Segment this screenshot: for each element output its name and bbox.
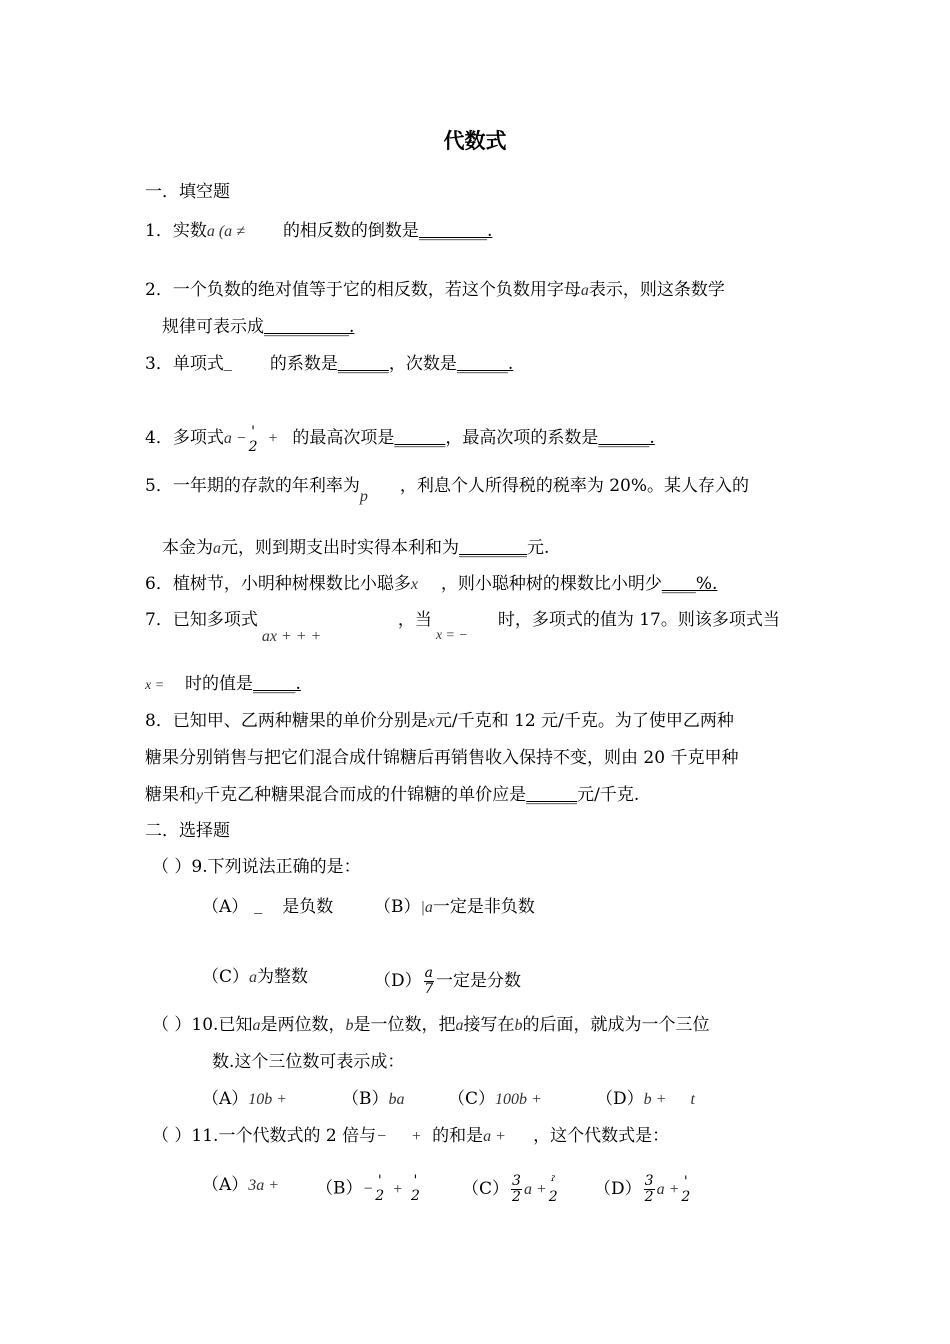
q7-polynomial: ax + + + [261, 628, 322, 645]
q6-var-x: x [410, 576, 418, 593]
q11-stem-c: ，这个代数式是： [533, 1126, 670, 1146]
q11-d-den: 2 [644, 1189, 654, 1205]
q11-option-a-label: （A） [202, 1175, 249, 1195]
q11-d-num: 3 [644, 1173, 654, 1189]
q11-b-f1-den: 2 [375, 1188, 385, 1204]
q5-answer-blank[interactable]: ________ [459, 538, 527, 558]
q11-option-d-label: （D） [594, 1179, 642, 1199]
q2-answer-blank[interactable]: __________. [264, 317, 355, 337]
q5-var-a: a [213, 540, 221, 557]
q4-frac-num: ' [251, 424, 256, 440]
q10-stem-e: 的后面，就成为一个三位 [522, 1015, 710, 1035]
q5-text-b: ，利息个人所得税的税率为 20%。某人存入的 [399, 476, 750, 496]
q3-mid: 的系数是 [269, 354, 338, 374]
q1-prefix: 1．实数 [145, 221, 207, 241]
q9-option-b-text: 一定是非负数 [432, 897, 535, 917]
section-choice-heading: 二．选择题 [145, 821, 230, 841]
q11-d-f-den: 2 [681, 1188, 691, 1205]
section-fill-blank-heading: 一．填空题 [145, 182, 230, 202]
question-9-stem: （ ）9.下列说法正确的是： [152, 857, 361, 877]
q9-option-c-text: 为整数 [257, 967, 309, 987]
q7-text-a: 7．已知多项式 [145, 610, 258, 630]
q10-option-a-expr: 10b + [248, 1091, 288, 1108]
q7-line2-var: x = [145, 678, 165, 693]
q10-stem-b: 是两位数， [260, 1015, 346, 1035]
q5-var-p: p [359, 488, 368, 505]
q11-option-d[interactable] [594, 1174, 692, 1205]
q11-expr2: a + [483, 1128, 506, 1145]
q1-expression: a (a ≠ [206, 223, 245, 240]
q11-c-expr: a + [523, 1181, 547, 1198]
q11-option-b[interactable] [316, 1174, 422, 1204]
q11-c-num: 3 [512, 1173, 521, 1189]
q9-option-a[interactable] [202, 896, 333, 919]
q2-text-b: 表示，则这条数学 [588, 280, 725, 300]
q4-blank-coefficient[interactable]: ______. [598, 428, 655, 448]
q11-c-f-den: 2 [548, 1188, 558, 1205]
q9-option-a-label: （A） [202, 897, 249, 917]
q4-expression: a − [223, 430, 247, 447]
q11-option-c-label: （C） [462, 1179, 510, 1199]
q7-text-c: 时，多项式的值为 17。则该多项式当 [497, 610, 780, 630]
q11-c-fraction [511, 1174, 522, 1205]
q9-option-d-text: 一定是分数 [436, 971, 521, 991]
q7-line2-text: 时的值是 [185, 674, 253, 694]
q10-var-b2: b [514, 1017, 523, 1034]
q11-b-f1-num: ' [377, 1173, 382, 1189]
q4-prefix: 4．多项式 [145, 428, 224, 448]
q3-blank-degree[interactable]: ______. [456, 354, 514, 374]
q11-option-c[interactable] [462, 1174, 560, 1205]
q3-prefix: 3．单项式 [145, 354, 224, 374]
q10-option-c[interactable] [448, 1088, 542, 1111]
q8-var-x: x [427, 713, 435, 730]
q8-line3-b: 千克乙种糖果混合而成的什锦糖的单价应是 [203, 785, 527, 805]
question-6 [145, 573, 717, 596]
q9-option-d-fraction [424, 966, 434, 997]
q10-stem-a: （ ）10.已知 [152, 1015, 253, 1035]
q10-var-a: a [252, 1017, 261, 1034]
q10-option-d-expr: b + t [643, 1091, 695, 1108]
q9-option-c[interactable] [202, 966, 308, 989]
q11-option-a[interactable] [202, 1174, 279, 1197]
question-4 [145, 425, 655, 455]
q11-d-fraction-2 [681, 1175, 690, 1205]
q4-mid: 的最高次项是 [292, 428, 395, 448]
question-1 [145, 220, 492, 243]
q11-option-b-label: （B） [316, 1178, 363, 1199]
q7-answer-blank[interactable]: _____. [253, 674, 301, 694]
q9-d-num: a [424, 965, 433, 981]
q9-option-d[interactable] [374, 966, 521, 997]
q11-b-fraction-1 [375, 1174, 384, 1204]
q11-c-f-num: ˀ [551, 1173, 556, 1190]
q1-answer-blank[interactable]: ________. [418, 221, 493, 241]
q8-line3-a: 糖果和 [145, 785, 196, 805]
q9-option-b-label: （B） [374, 897, 421, 917]
q8-text-a: 8．已知甲、乙两种糖果的单价分别是 [145, 711, 428, 731]
q7-text-b: ，当 [397, 610, 432, 630]
q10-option-c-expr: 100b + [495, 1091, 542, 1108]
q2-line2: 规律可表示成 [162, 317, 264, 337]
q9-option-c-label: （C） [202, 967, 250, 987]
q10-option-b-label: （B） [342, 1089, 389, 1109]
q10-option-a-label: （A） [202, 1089, 249, 1109]
q10-stem-d: 接写在 [463, 1015, 515, 1035]
q11-option-b-minus: − [362, 1180, 374, 1198]
q10-option-d[interactable] [596, 1088, 695, 1111]
q9-option-b-expr: |a [420, 899, 433, 916]
q5-line2-c: 元. [527, 538, 550, 558]
question-5-line1 [145, 475, 749, 508]
q8-text-b: 元/千克和 12 元/千克。为了使甲乙两种 [434, 711, 734, 731]
question-2-line2 [162, 316, 354, 338]
q6-text: 6．植树节，小明种树棵数比小聪多 [145, 574, 411, 594]
question-10-stem [152, 1014, 709, 1037]
question-10-line2: 数.这个三位数可表示成： [212, 1052, 405, 1072]
q5-line2-b: 元，则到期支出时实得本利和为 [221, 538, 459, 558]
question-8-line2: 糖果分别销售与把它们混合成什锦糖后再销售收入保持不变，则由 20 千克甲种 [145, 748, 739, 768]
question-2-line1 [145, 279, 725, 302]
q11-option-a-expr: 3a + [248, 1177, 280, 1194]
q3-expression: _ [223, 356, 232, 373]
q10-option-d-label: （D） [596, 1089, 644, 1109]
q2-var: a [580, 282, 589, 299]
q9-option-b[interactable] [374, 896, 535, 919]
q6-answer-blank[interactable]: ____%. [661, 574, 718, 594]
q9-option-a-text: 是负数 [282, 897, 334, 917]
q11-stem-a: （ ）11.一个代数式的 2 倍与 [152, 1126, 377, 1146]
q11-c-den: 2 [512, 1189, 521, 1205]
q4-mid2: ，最高次项的系数是 [445, 428, 599, 448]
q11-d-f-num: ' [683, 1173, 688, 1190]
question-3 [145, 353, 513, 376]
q11-stem-b: 的和是 [432, 1126, 484, 1146]
q8-var-y: y [196, 787, 204, 804]
q11-b-plus: + [392, 1180, 404, 1198]
q4-plus: + [267, 430, 279, 447]
q10-option-b-expr: ba [388, 1091, 405, 1108]
q10-option-a[interactable] [202, 1088, 287, 1111]
q9-option-d-label: （D） [374, 971, 422, 991]
q6-text2: ，则小聪种树的棵数比小明少 [440, 574, 662, 594]
q11-b-fraction-2 [411, 1174, 420, 1204]
q10-stem-c: 是一位数，把 [353, 1015, 456, 1035]
q9-option-c-expr: a [249, 969, 258, 986]
q11-d-fraction [644, 1174, 655, 1205]
q2-text: 2．一个负数的绝对值等于它的相反数，若这个负数用字母 [145, 280, 581, 300]
q8-answer-blank[interactable]: ______ [526, 785, 578, 805]
q10-var-a2: a [455, 1017, 464, 1034]
question-7-line1 [145, 609, 780, 648]
question-11-stem [152, 1125, 669, 1148]
q11-c-fraction-2 [549, 1175, 558, 1205]
question-8-line1 [145, 710, 734, 733]
page-title: 代数式 [443, 129, 507, 153]
q3-mid2: ，次数是 [388, 354, 457, 374]
q1-suffix: 的相反数的倒数是 [282, 221, 419, 241]
q10-option-c-label: （C） [448, 1089, 496, 1109]
q11-d-expr: a + [656, 1181, 680, 1198]
q9-d-den: 7 [424, 981, 434, 997]
q10-option-b[interactable] [342, 1088, 405, 1111]
q7-condition: x = − [435, 628, 468, 643]
question-8-line3 [145, 784, 639, 807]
q11-b-f2-num: ' [413, 1173, 418, 1189]
q4-blank-term[interactable]: ______ [394, 428, 446, 448]
q4-frac-den: 2 [248, 439, 258, 455]
q11-b-f2-den: 2 [411, 1188, 420, 1204]
q3-blank-coefficient[interactable]: ______ [337, 354, 389, 374]
q4-fraction [249, 425, 258, 455]
q11-expr1: − + [376, 1128, 422, 1145]
q9-option-a-expr: _ [254, 899, 263, 916]
q5-line2-a: 本金为 [162, 538, 213, 558]
question-5-line2 [162, 537, 549, 560]
q5-text-a: 5．一年期的存款的年利率为 [145, 476, 360, 496]
question-7-line2 [145, 673, 301, 697]
q10-var-b: b [345, 1017, 354, 1034]
q8-line3-c: 元/千克. [577, 785, 640, 805]
